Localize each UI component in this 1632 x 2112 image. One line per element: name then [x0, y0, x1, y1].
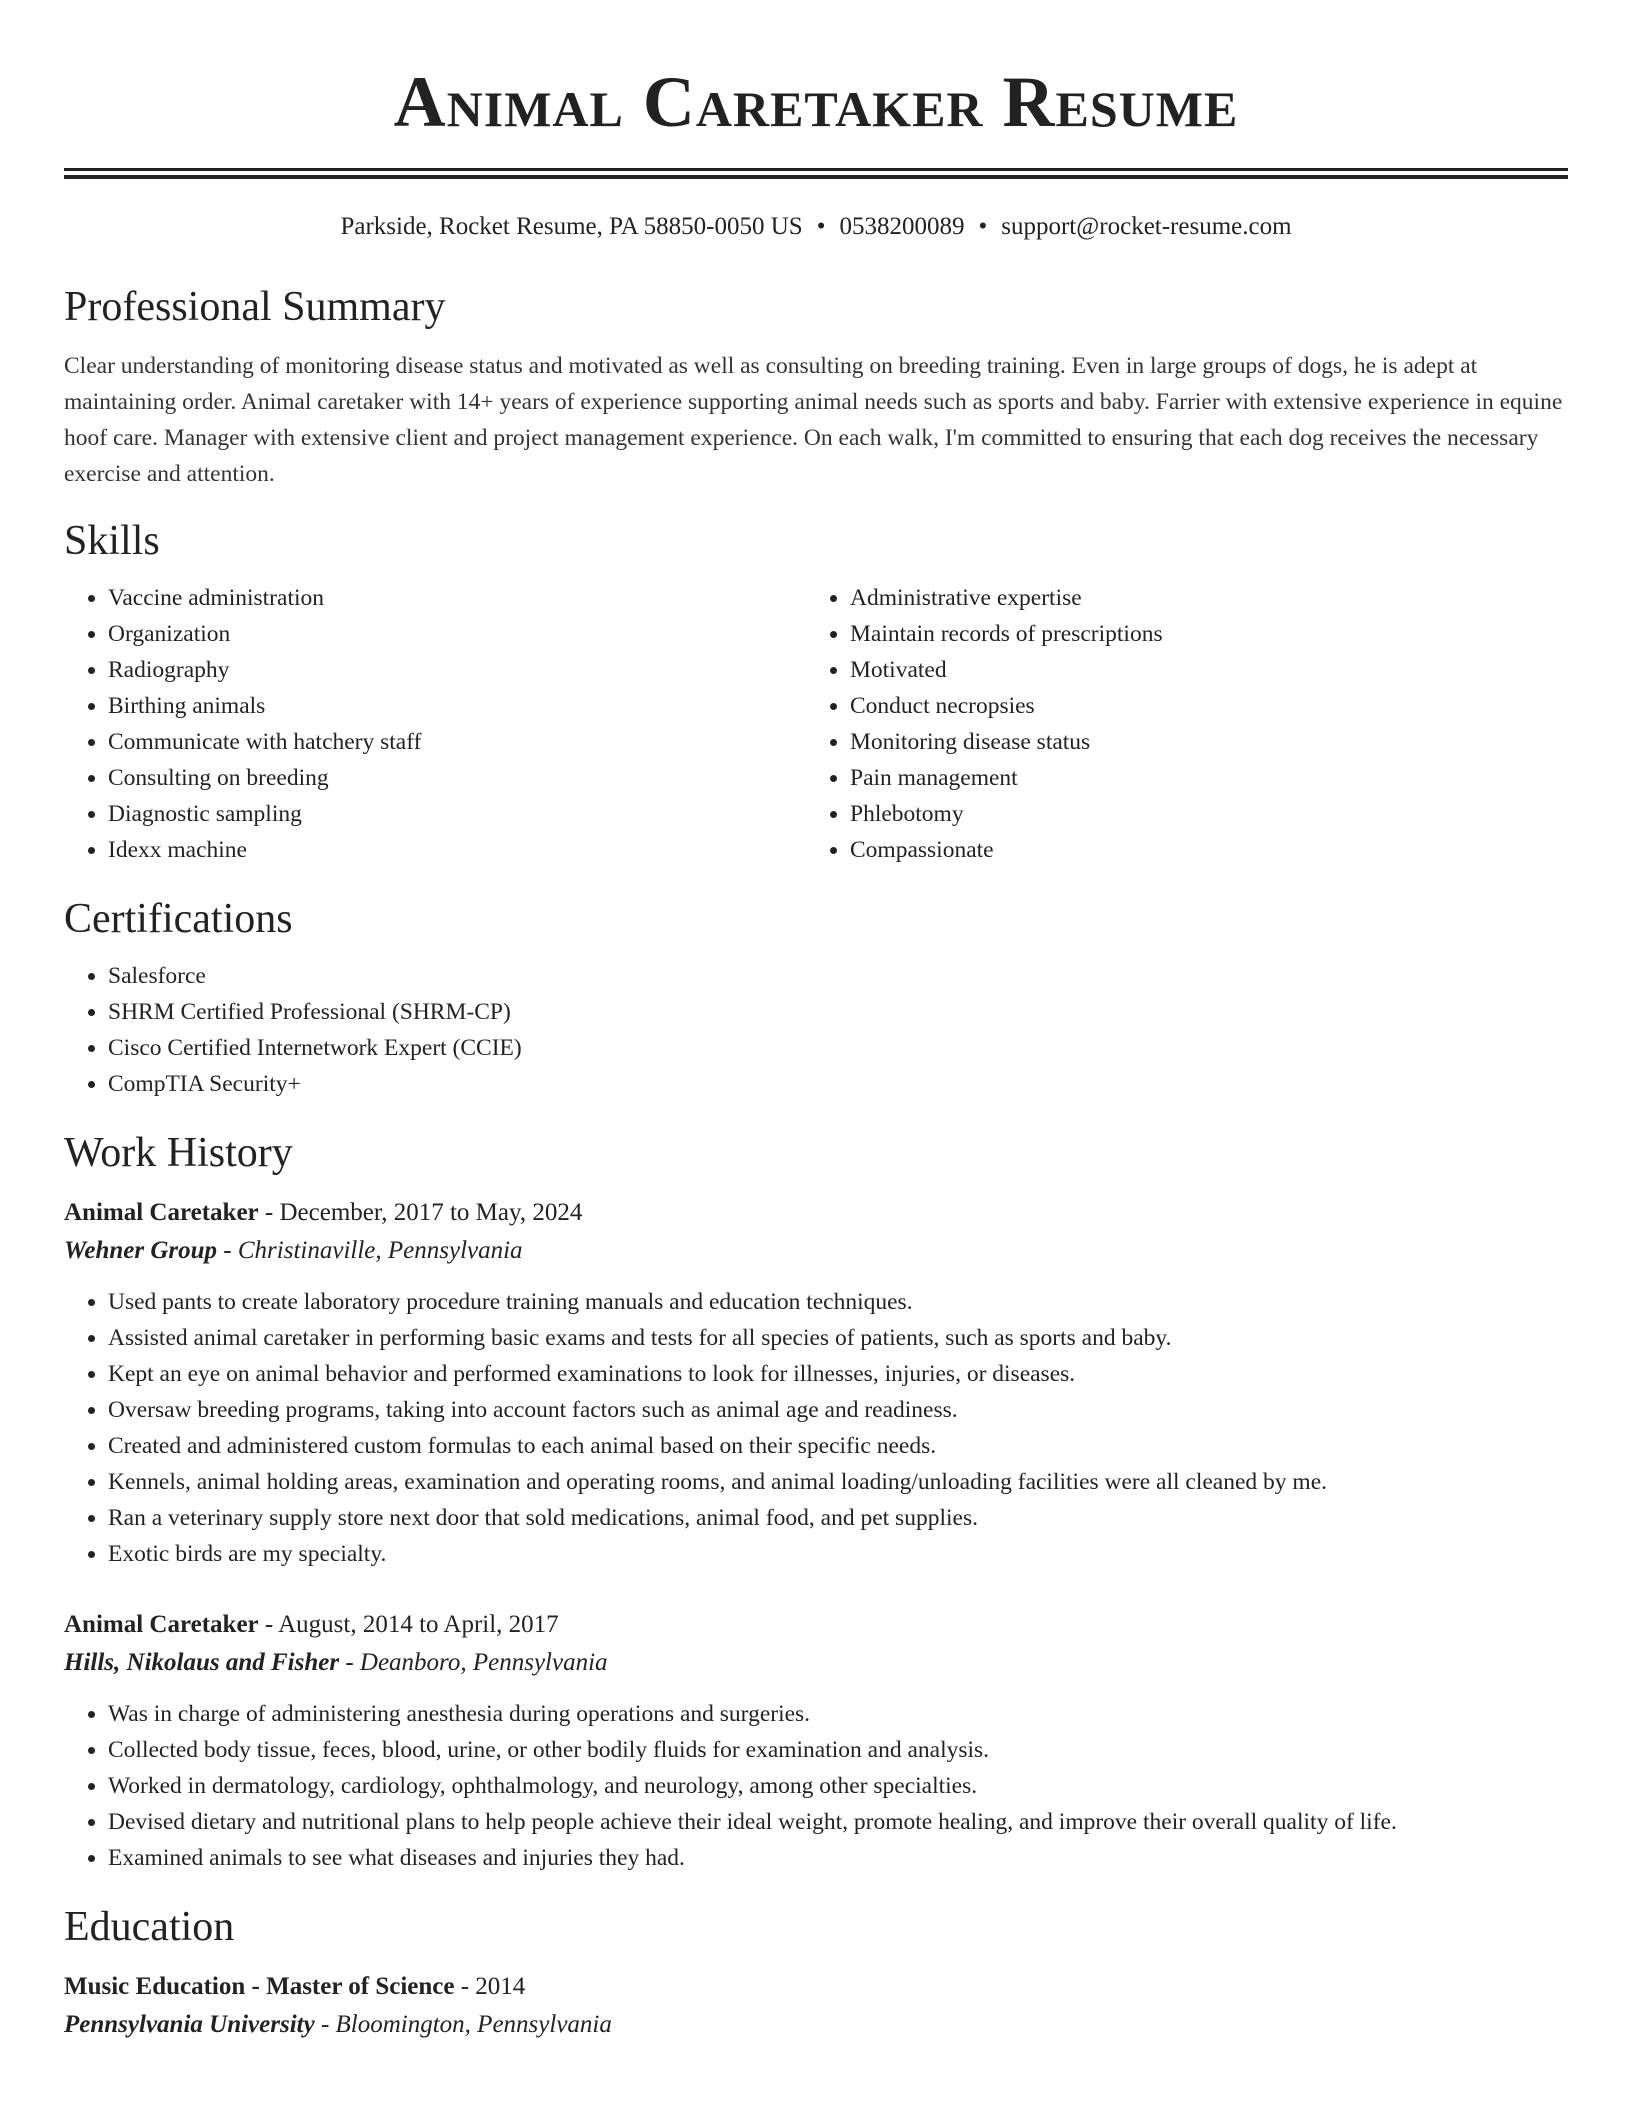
skills-columns — [64, 580, 1568, 868]
job-duty: • Assisted animal caretaker in performing basic exams and tests for all species of patients, such as sports and baby. — [108, 1320, 1568, 1356]
job-title: Animal Caretaker — [64, 1611, 259, 1638]
job-dates: - December, 2017 to May, 2024 — [258, 1199, 583, 1226]
school-name: Pennsylvania University — [64, 2011, 315, 2038]
job-title: Animal Caretaker — [64, 1199, 259, 1226]
job-title-line — [64, 1606, 1568, 1644]
skill-item: • Phlebotomy — [850, 796, 1548, 832]
job-duty: • Was in charge of administering anesthesia during operations and surgeries. — [108, 1696, 1568, 1732]
skill-item: • Conduct necropsies — [850, 688, 1548, 724]
job-employer-line — [64, 1644, 1568, 1682]
education-entry — [64, 1968, 1568, 2044]
skill-item: • Monitoring disease status — [850, 724, 1548, 760]
contact-separator: • — [816, 213, 826, 240]
skills-right-column — [806, 580, 1548, 868]
job-duty: • Ran a veterinary supply store next door that sold medications, animal food, and pet supplies. — [108, 1500, 1568, 1536]
job-duties-list — [64, 1696, 1568, 1876]
skill-item: • Administrative expertise — [850, 580, 1548, 616]
skill-item: • Organization — [108, 616, 806, 652]
job-location: - Deanboro, Pennsylvania — [339, 1649, 608, 1676]
skill-item: • Motivated — [850, 652, 1548, 688]
skill-item: • Communicate with hatchery staff — [108, 724, 806, 760]
certifications-heading: Certifications — [64, 896, 293, 942]
skill-item: • Diagnostic sampling — [108, 796, 806, 832]
skill-item: • Birthing animals — [108, 688, 806, 724]
job-duty: • Devised dietary and nutritional plans to help people achieve their ideal weight, promote healing, and improve their overall quality of life. — [108, 1804, 1568, 1840]
job-duty: • Created and administered custom formulas to each animal based on their specific needs. — [108, 1428, 1568, 1464]
skills-list-left — [64, 580, 806, 868]
resume-title: Animal Caretaker Resume — [393, 62, 1239, 142]
job-title-line — [64, 1194, 1568, 1232]
job-duty: • Kept an eye on animal behavior and performed examinations to look for illnesses, injuries, or diseases. — [108, 1356, 1568, 1392]
skill-item: • Consulting on breeding — [108, 760, 806, 796]
skill-item: • Maintain records of prescriptions — [850, 616, 1548, 652]
contact-phone: 0538200089 — [839, 213, 965, 240]
degree-line — [64, 1968, 1568, 2006]
work-history-heading: Work History — [64, 1130, 293, 1176]
certification-item: • Salesforce — [108, 958, 1568, 994]
skill-item: • Vaccine administration — [108, 580, 806, 616]
certification-item: • Cisco Certified Internetwork Expert (CCIE) — [108, 1030, 1568, 1066]
contact-email: support@rocket-resume.com — [1001, 213, 1292, 240]
summary-text: Clear understanding of monitoring disease status and motivated as well as consulting on breeding training. Even in large groups of dogs, he is adept at maintaining order. Animal caretaker with 14+ years of experience supporting animal needs such as sports and baby. Farrier with extensive experience in equine hoof care. Manager with extensive client and project management experience. On each walk, I'm committed to ensuring that each dog receives the necessary exercise and attention. — [64, 353, 1563, 487]
title-divider — [64, 168, 1568, 179]
job-entry — [64, 1606, 1568, 1876]
skill-item: • Idexx machine — [108, 832, 806, 868]
job-duty: • Exotic birds are my specialty. — [108, 1536, 1568, 1572]
certifications-list — [64, 958, 1568, 1102]
graduation-year: - 2014 — [454, 1973, 526, 2000]
contact-separator: • — [978, 213, 988, 240]
job-duties-list — [64, 1284, 1568, 1572]
job-duty: • Used pants to create laboratory procedure training manuals and education techniques. — [108, 1284, 1568, 1320]
job-duty: • Worked in dermatology, cardiology, ophthalmology, and neurology, among other specialties. — [108, 1768, 1568, 1804]
job-duty: • Examined animals to see what diseases and injuries they had. — [108, 1840, 1568, 1876]
skill-item: • Pain management — [850, 760, 1548, 796]
job-duty: • Collected body tissue, feces, blood, urine, or other bodily fluids for examination and analysis. — [108, 1732, 1568, 1768]
job-duty: • Oversaw breeding programs, taking into account factors such as animal age and readiness. — [108, 1392, 1568, 1428]
job-duty: • Kennels, animal holding areas, examination and operating rooms, and animal loading/unloading facilities were all cleaned by me. — [108, 1464, 1568, 1500]
skills-list-right — [806, 580, 1548, 868]
contact-line — [64, 212, 1568, 242]
summary-heading: Professional Summary — [64, 284, 446, 330]
job-entry — [64, 1194, 1568, 1572]
contact-address: Parkside, Rocket Resume, PA 58850-0050 US — [340, 213, 803, 240]
degree: Music Education - Master of Science — [64, 1973, 455, 2000]
skills-left-column — [64, 580, 806, 868]
certification-item: • CompTIA Security+ — [108, 1066, 1568, 1102]
skill-item: • Radiography — [108, 652, 806, 688]
job-location: - Christinaville, Pennsylvania — [217, 1237, 523, 1264]
certification-item: • SHRM Certified Professional (SHRM-CP) — [108, 994, 1568, 1030]
job-employer-line — [64, 1232, 1568, 1270]
job-employer: Wehner Group — [64, 1237, 218, 1264]
job-employer: Hills, Nikolaus and Fisher — [64, 1649, 340, 1676]
skills-heading: Skills — [64, 518, 160, 564]
school-line — [64, 2006, 1568, 2044]
school-location: - Bloomington, Pennsylvania — [314, 2011, 612, 2038]
education-heading: Education — [64, 1904, 235, 1950]
job-dates: - August, 2014 to April, 2017 — [258, 1611, 559, 1638]
skill-item: • Compassionate — [850, 832, 1548, 868]
